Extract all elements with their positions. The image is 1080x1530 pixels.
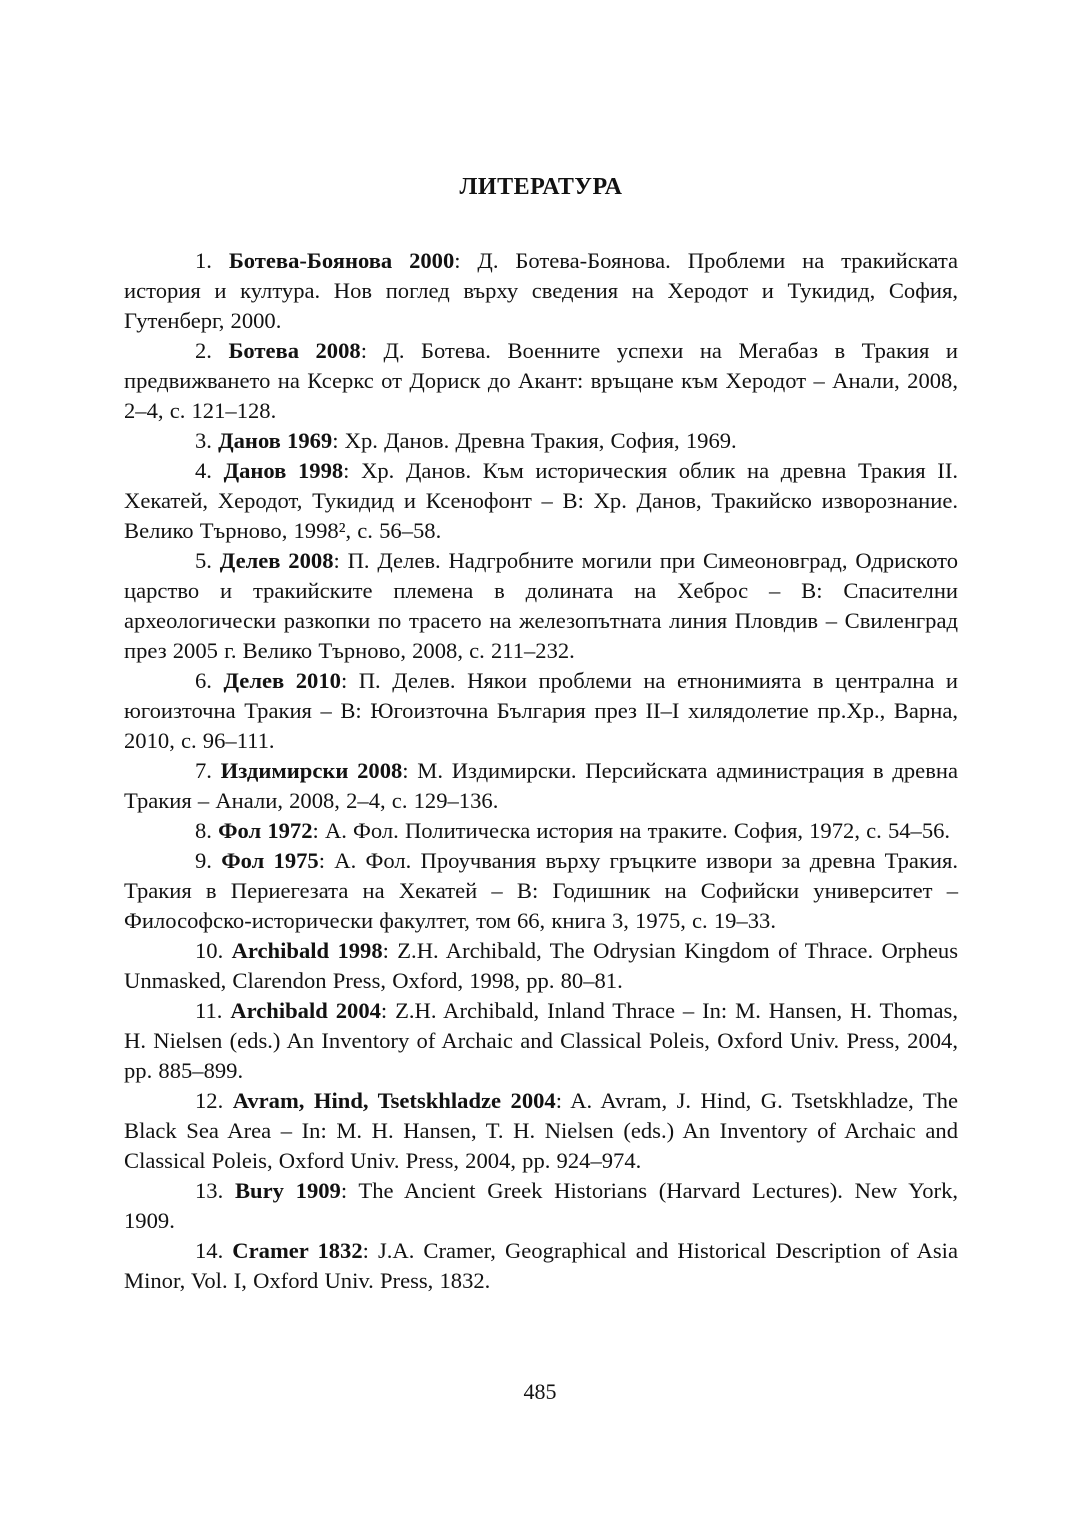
entry-number: 4. [195, 458, 224, 483]
entry-text: : П. Делев. Някои проблеми на етнонимията в централна и югоизточна Тракия – В: Югоизточна България през II–I хилядолетие пр.Хр., Варна, 2010, с. 96–111. [124, 668, 958, 753]
entry-text: : Z.H. Archibald, Inland Thrace – In: M. Hansen, H. Thomas, H. Nielsen (eds.) An Inventory of Archaic and Classical Poleis, Oxford Univ. Press, 2004, pp. 885–899. [124, 998, 958, 1083]
entry-text: : П. Делев. Надгробните могили при Симеоновград, Одриското царство и тракийските племена в долината на Хеброс – В: Спасителни археологически разкопки по трасето на железопътната линия Пловдив – Свиленград през 2005 г. Велико Търново, 2008, с. 211–232. [124, 548, 958, 663]
entry-number: 12. [195, 1088, 233, 1113]
bibliography-entry [124, 666, 958, 756]
entry-number: 1. [195, 248, 229, 273]
bibliography-entry [124, 996, 958, 1086]
entry-text: : A. Avram, J. Hind, G. Tsetskhladze, The Black Sea Area – In: M. H. Hansen, T. H. Nielsen (eds.) An Inventory of Archaic and Classical Poleis, Oxford Univ. Press, 2004, pp. 924–974. [124, 1088, 959, 1173]
entry-text: : Z.H. Archibald, The Odrysian Kingdom of Thrace. Orpheus Unmasked, Clarendon Press, Oxford, 1998, pp. 80–81. [124, 938, 958, 993]
entry-number: 13. [195, 1178, 235, 1203]
bibliography-entry [124, 846, 958, 936]
bibliography-entry [124, 756, 958, 816]
bibliography-entry [124, 1176, 958, 1236]
bibliography-entry [124, 816, 958, 846]
entry-citation-key: Делев 2010 [223, 668, 341, 693]
entry-text: : Д. Ботева-Боянова. Проблеми на тракийската история и култура. Нов поглед върху сведения на Херодот и Тукидид, София, Гутенберг, 2000. [124, 248, 959, 333]
page-number: 485 [523, 1379, 557, 1404]
bibliography-entry [124, 456, 958, 546]
entry-citation-key: Avram, Hind, Tsetskhladze 2004 [232, 1088, 556, 1113]
entry-text: : Хр. Данов. Към историческия облик на древна Тракия II. Хекатей, Херодот, Тукидид и Ксенофонт – В: Хр. Данов, Тракийско изворознание. Велико Търново, 1998², с. 56–58. [124, 458, 958, 543]
entry-text: : А. Фол. Проучвания върху гръцките извори за древна Тракия. Тракия в Периегезата на Хекатей – В: Годишник на Софийски университет – Философско-исторически факултет, том 66, книга 3, 1975, с. 19–33. [124, 848, 959, 933]
entry-citation-key: Фол 1975 [221, 848, 319, 873]
entry-number: 8. [195, 818, 219, 843]
bibliography-entry [124, 1086, 958, 1176]
bibliography-entry [124, 246, 958, 336]
entry-number: 6. [195, 668, 224, 693]
entry-citation-key: Bury 1909 [234, 1178, 341, 1203]
entry-citation-key: Ботева 2008 [228, 338, 361, 363]
entry-number: 11. [195, 998, 231, 1023]
entry-citation-key: Издимирски 2008 [220, 758, 403, 783]
entry-citation-key: Archibald 2004 [230, 998, 381, 1023]
bibliography-entry [124, 336, 958, 426]
entry-citation-key: Archibald 1998 [231, 938, 383, 963]
bibliography-entry [124, 936, 958, 996]
entry-text: : А. Фол. Политическа история на траките. София, 1972, с. 54–56. [312, 818, 951, 843]
entry-text: : М. Издимирски. Персийската администрация в древна Тракия – Анали, 2008, 2–4, с. 129–136. [124, 758, 959, 813]
entry-number: 7. [195, 758, 221, 783]
entry-number: 10. [195, 938, 232, 963]
entry-citation-key: Данов 1998 [223, 458, 344, 483]
bibliography-entry [124, 1236, 958, 1296]
entry-citation-key: Данов 1969 [218, 428, 333, 453]
entry-citation-key: Фол 1972 [218, 818, 313, 843]
entry-number: 9. [195, 848, 222, 873]
entry-number: 2. [195, 338, 229, 363]
section-heading: ЛИТЕРАТУРА [459, 174, 623, 200]
entry-number: 3. [195, 428, 219, 453]
entry-text: : J.A. Cramer, Geographical and Historical Description of Asia Minor, Vol. I, Oxford Univ. Press, 1832. [124, 1238, 958, 1293]
page-content [124, 172, 958, 1296]
entry-text: : Д. Ботева. Военните успехи на Мегабаз в Тракия и предвижването на Ксеркс от Дориск до Акант: връщане към Херодот – Анали, 2008, 2–4, с. 121–128. [124, 338, 958, 423]
entry-number: 14. [195, 1238, 233, 1263]
entry-text: : The Ancient Greek Historians (Harvard Lectures). New York, 1909. [124, 1178, 959, 1233]
entry-citation-key: Cramer 1832 [232, 1238, 363, 1263]
entry-citation-key: Делев 2008 [219, 548, 334, 573]
entry-text: : Хр. Данов. Древна Тракия, София, 1969. [332, 428, 737, 453]
entry-citation-key: Ботева-Боянова 2000 [228, 248, 455, 273]
entry-number: 5. [195, 548, 220, 573]
bibliography-entry [124, 426, 958, 456]
bibliography-entry [124, 546, 958, 666]
